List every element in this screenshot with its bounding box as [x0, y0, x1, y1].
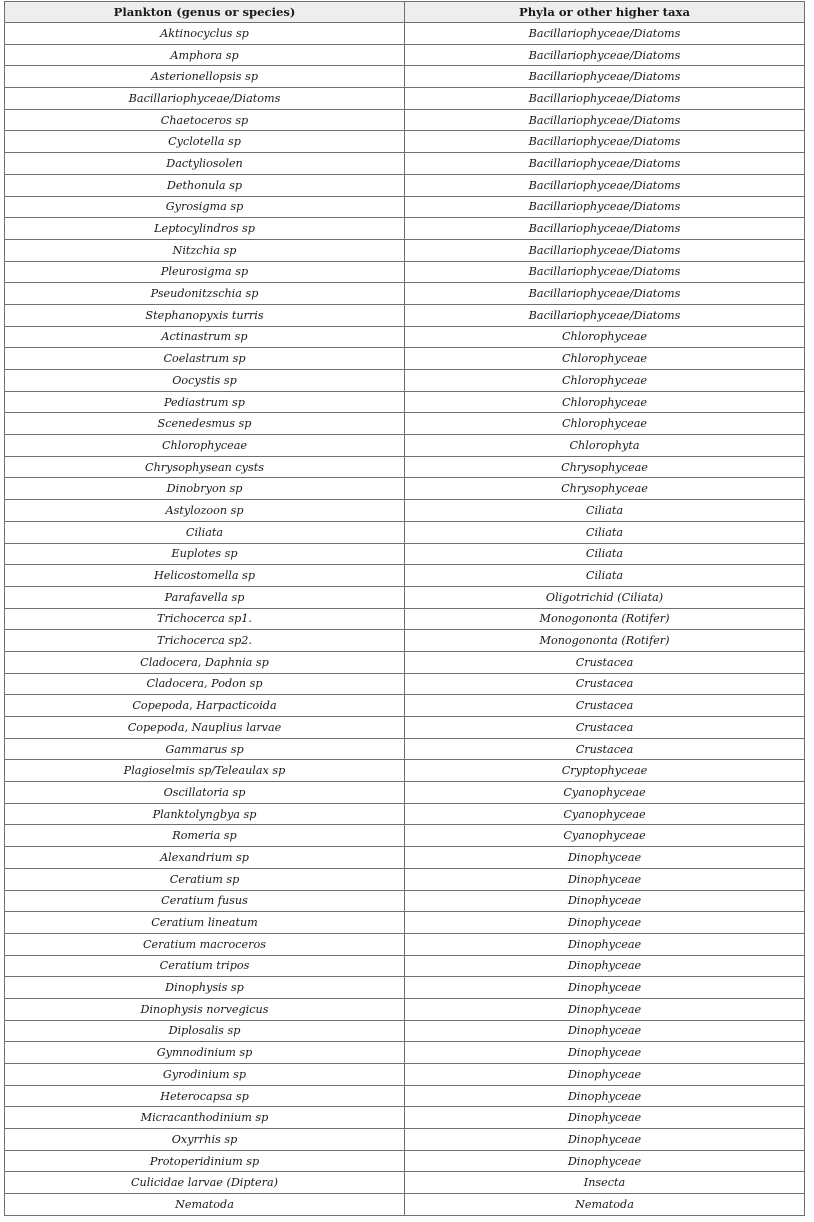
plankton-name-cell: Cyclotella sp: [5, 131, 405, 153]
plankton-name-cell: Trichocerca sp2.: [5, 630, 405, 652]
column-header-taxa: Phyla or other higher taxa: [405, 2, 805, 23]
table-row: [5, 847, 805, 869]
table-row: [5, 500, 805, 522]
plankton-name-cell: Dethonula sp: [5, 174, 405, 196]
table-row: [5, 673, 805, 695]
higher-taxa-cell: Dinophyceae: [405, 1020, 805, 1042]
table-row: [5, 218, 805, 240]
plankton-name-cell: Chlorophyceae: [5, 435, 405, 457]
table-row: [5, 565, 805, 587]
higher-taxa-cell: Dinophyceae: [405, 847, 805, 869]
table-row: [5, 1129, 805, 1151]
plankton-name-cell: Nematoda: [5, 1194, 405, 1216]
higher-taxa-cell: Bacillariophyceae/Diatoms: [405, 66, 805, 88]
plankton-name-cell: Plagioselmis sp/Teleaulax sp: [5, 760, 405, 782]
higher-taxa-cell: Bacillariophyceae/Diatoms: [405, 283, 805, 305]
plankton-name-cell: Pediastrum sp: [5, 391, 405, 413]
higher-taxa-cell: Chlorophyceae: [405, 391, 805, 413]
higher-taxa-cell: Ciliata: [405, 565, 805, 587]
plankton-name-cell: Scenedesmus sp: [5, 413, 405, 435]
plankton-name-cell: Gyrodinium sp: [5, 1064, 405, 1086]
table-row: [5, 413, 805, 435]
higher-taxa-cell: Monogononta (Rotifer): [405, 630, 805, 652]
plankton-name-cell: Nitzchia sp: [5, 239, 405, 261]
plankton-name-cell: Cladocera, Podon sp: [5, 673, 405, 695]
table-row: [5, 1194, 805, 1216]
higher-taxa-cell: Ciliata: [405, 543, 805, 565]
higher-taxa-cell: Cyanophyceae: [405, 825, 805, 847]
higher-taxa-cell: Bacillariophyceae/Diatoms: [405, 44, 805, 66]
table-row: [5, 1150, 805, 1172]
plankton-name-cell: Chrysophysean cysts: [5, 456, 405, 478]
table-row: [5, 890, 805, 912]
plankton-name-cell: Dactyliosolen: [5, 153, 405, 175]
plankton-taxa-table: [4, 1, 805, 1216]
table-row: [5, 304, 805, 326]
table-row: [5, 933, 805, 955]
plankton-name-cell: Parafavella sp: [5, 586, 405, 608]
higher-taxa-cell: Cyanophyceae: [405, 803, 805, 825]
higher-taxa-cell: Cyanophyceae: [405, 782, 805, 804]
plankton-name-cell: Asterionellopsis sp: [5, 66, 405, 88]
table-row: [5, 955, 805, 977]
plankton-name-cell: Cladocera, Daphnia sp: [5, 651, 405, 673]
table-row: [5, 153, 805, 175]
higher-taxa-cell: Dinophyceae: [405, 933, 805, 955]
table-row: [5, 370, 805, 392]
plankton-name-cell: Ceratium macroceros: [5, 933, 405, 955]
higher-taxa-cell: Dinophyceae: [405, 1129, 805, 1151]
plankton-name-cell: Dinophysis sp: [5, 977, 405, 999]
plankton-name-cell: Alexandrium sp: [5, 847, 405, 869]
table-row: [5, 348, 805, 370]
plankton-name-cell: Copepoda, Harpacticoida: [5, 695, 405, 717]
table-row: [5, 782, 805, 804]
plankton-name-cell: Euplotes sp: [5, 543, 405, 565]
plankton-name-cell: Amphora sp: [5, 44, 405, 66]
higher-taxa-cell: Bacillariophyceae/Diatoms: [405, 304, 805, 326]
higher-taxa-cell: Bacillariophyceae/Diatoms: [405, 218, 805, 240]
table-row: [5, 23, 805, 45]
plankton-name-cell: Stephanopyxis turris: [5, 304, 405, 326]
higher-taxa-cell: Bacillariophyceae/Diatoms: [405, 23, 805, 45]
plankton-name-cell: Bacillariophyceae/Diatoms: [5, 88, 405, 110]
plankton-name-cell: Ciliata: [5, 521, 405, 543]
table-row: [5, 912, 805, 934]
higher-taxa-cell: Dinophyceae: [405, 1085, 805, 1107]
plankton-name-cell: Dinobryon sp: [5, 478, 405, 500]
table-row: [5, 1085, 805, 1107]
higher-taxa-cell: Bacillariophyceae/Diatoms: [405, 261, 805, 283]
table-row: [5, 651, 805, 673]
higher-taxa-cell: Bacillariophyceae/Diatoms: [405, 88, 805, 110]
higher-taxa-cell: Bacillariophyceae/Diatoms: [405, 109, 805, 131]
higher-taxa-cell: Chlorophyceae: [405, 370, 805, 392]
table-row: [5, 435, 805, 457]
plankton-name-cell: Oscillatoria sp: [5, 782, 405, 804]
higher-taxa-cell: Crustacea: [405, 717, 805, 739]
plankton-name-cell: Gammarus sp: [5, 738, 405, 760]
table-row: [5, 66, 805, 88]
higher-taxa-cell: Ciliata: [405, 500, 805, 522]
plankton-name-cell: Helicostomella sp: [5, 565, 405, 587]
table-row: [5, 760, 805, 782]
higher-taxa-cell: Chlorophyceae: [405, 326, 805, 348]
higher-taxa-cell: Dinophyceae: [405, 1064, 805, 1086]
table-row: [5, 1020, 805, 1042]
table-row: [5, 543, 805, 565]
higher-taxa-cell: Ciliata: [405, 521, 805, 543]
table-row: [5, 131, 805, 153]
table-row: [5, 630, 805, 652]
plankton-name-cell: Heterocapsa sp: [5, 1085, 405, 1107]
table-row: [5, 174, 805, 196]
higher-taxa-cell: Dinophyceae: [405, 977, 805, 999]
table-row: [5, 326, 805, 348]
table-row: [5, 998, 805, 1020]
plankton-name-cell: Diplosalis sp: [5, 1020, 405, 1042]
higher-taxa-cell: Crustacea: [405, 673, 805, 695]
plankton-name-cell: Pseudonitzschia sp: [5, 283, 405, 305]
plankton-name-cell: Dinophysis norvegicus: [5, 998, 405, 1020]
higher-taxa-cell: Chlorophyceae: [405, 413, 805, 435]
higher-taxa-cell: Dinophyceae: [405, 955, 805, 977]
higher-taxa-cell: Chlorophyta: [405, 435, 805, 457]
table-row: [5, 1064, 805, 1086]
plankton-name-cell: Oocystis sp: [5, 370, 405, 392]
higher-taxa-cell: Nematoda: [405, 1194, 805, 1216]
higher-taxa-cell: Oligotrichid (Ciliata): [405, 586, 805, 608]
table-row: [5, 521, 805, 543]
plankton-name-cell: Chaetoceros sp: [5, 109, 405, 131]
higher-taxa-cell: Bacillariophyceae/Diatoms: [405, 174, 805, 196]
plankton-name-cell: Romeria sp: [5, 825, 405, 847]
table-row: [5, 977, 805, 999]
higher-taxa-cell: Crustacea: [405, 695, 805, 717]
table-row: [5, 391, 805, 413]
higher-taxa-cell: Insecta: [405, 1172, 805, 1194]
plankton-name-cell: Planktolyngbya sp: [5, 803, 405, 825]
plankton-name-cell: Ceratium sp: [5, 868, 405, 890]
table-row: [5, 803, 805, 825]
table-row: [5, 825, 805, 847]
table-row: [5, 586, 805, 608]
plankton-name-cell: Copepoda, Nauplius larvae: [5, 717, 405, 739]
table-row: [5, 695, 805, 717]
higher-taxa-cell: Dinophyceae: [405, 1107, 805, 1129]
higher-taxa-cell: Chlorophyceae: [405, 348, 805, 370]
plankton-name-cell: Leptocylindros sp: [5, 218, 405, 240]
table-row: [5, 456, 805, 478]
table-row: [5, 196, 805, 218]
table-row: [5, 717, 805, 739]
higher-taxa-cell: Dinophyceae: [405, 912, 805, 934]
plankton-name-cell: Ceratium tripos: [5, 955, 405, 977]
header-row: [5, 2, 805, 23]
plankton-name-cell: Actinastrum sp: [5, 326, 405, 348]
plankton-name-cell: Micracanthodinium sp: [5, 1107, 405, 1129]
plankton-name-cell: Protoperidinium sp: [5, 1150, 405, 1172]
plankton-name-cell: Gyrosigma sp: [5, 196, 405, 218]
plankton-name-cell: Aktinocyclus sp: [5, 23, 405, 45]
higher-taxa-cell: Cryptophyceae: [405, 760, 805, 782]
higher-taxa-cell: Crustacea: [405, 738, 805, 760]
higher-taxa-cell: Monogononta (Rotifer): [405, 608, 805, 630]
plankton-name-cell: Gymnodinium sp: [5, 1042, 405, 1064]
table-row: [5, 44, 805, 66]
table-header: [5, 2, 805, 23]
table-row: [5, 239, 805, 261]
table-row: [5, 261, 805, 283]
table-row: [5, 1042, 805, 1064]
table-row: [5, 1172, 805, 1194]
higher-taxa-cell: Dinophyceae: [405, 998, 805, 1020]
plankton-name-cell: Pleurosigma sp: [5, 261, 405, 283]
plankton-name-cell: Culicidae larvae (Diptera): [5, 1172, 405, 1194]
higher-taxa-cell: Dinophyceae: [405, 890, 805, 912]
higher-taxa-cell: Bacillariophyceae/Diatoms: [405, 153, 805, 175]
table-row: [5, 738, 805, 760]
plankton-name-cell: Ceratium lineatum: [5, 912, 405, 934]
column-header-plankton: Plankton (genus or species): [5, 2, 405, 23]
plankton-name-cell: Ceratium fusus: [5, 890, 405, 912]
plankton-name-cell: Astylozoon sp: [5, 500, 405, 522]
higher-taxa-cell: Bacillariophyceae/Diatoms: [405, 239, 805, 261]
table-body: [5, 23, 805, 1216]
table-row: [5, 88, 805, 110]
table-row: [5, 478, 805, 500]
table-row: [5, 109, 805, 131]
table-row: [5, 868, 805, 890]
higher-taxa-cell: Chrysophyceae: [405, 478, 805, 500]
higher-taxa-cell: Dinophyceae: [405, 1042, 805, 1064]
table-row: [5, 1107, 805, 1129]
table-row: [5, 283, 805, 305]
plankton-name-cell: Oxyrrhis sp: [5, 1129, 405, 1151]
higher-taxa-cell: Bacillariophyceae/Diatoms: [405, 131, 805, 153]
table-row: [5, 608, 805, 630]
higher-taxa-cell: Crustacea: [405, 651, 805, 673]
plankton-name-cell: Coelastrum sp: [5, 348, 405, 370]
higher-taxa-cell: Chrysophyceae: [405, 456, 805, 478]
plankton-name-cell: Trichocerca sp1.: [5, 608, 405, 630]
higher-taxa-cell: Dinophyceae: [405, 868, 805, 890]
higher-taxa-cell: Bacillariophyceae/Diatoms: [405, 196, 805, 218]
higher-taxa-cell: Dinophyceae: [405, 1150, 805, 1172]
